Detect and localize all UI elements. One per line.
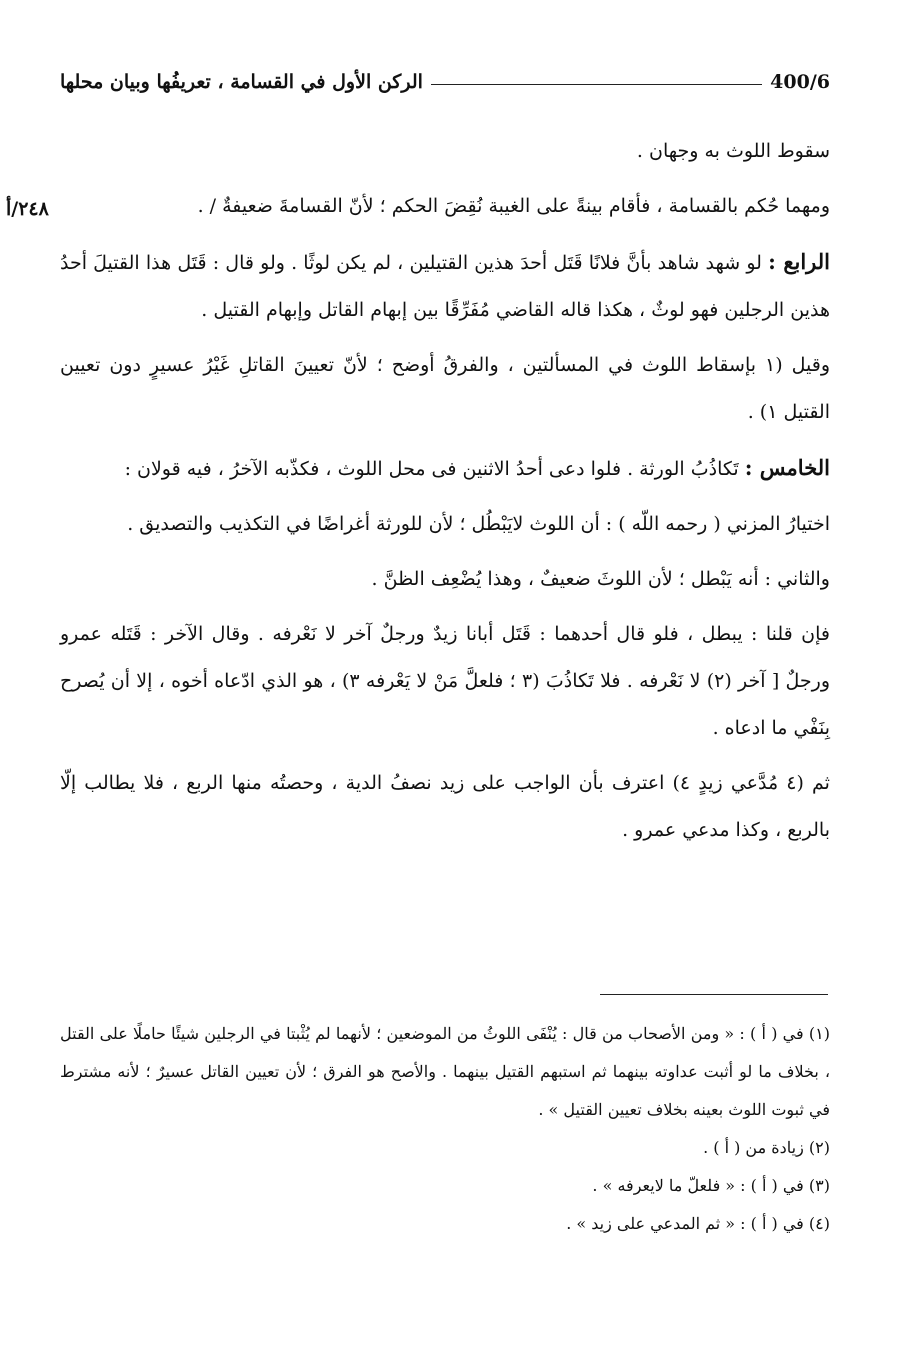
paragraph-2: ومهما حُكم بالقسامة ، فأقام بينةً على الغيبة نُقِضَ الحكم ؛ لأنّ القسامةَ ضعيفةٌ / . xyxy=(197,195,830,217)
paragraph-1: سقوط اللوث به وجهان . xyxy=(636,140,830,162)
paragraph-8: فإن قلنا : يبطل ، فلو قال أحدهما : قَتَل أبانا زيدٌ ورجلٌ آخر لا نَعْرفه . وقال الآخر : قَتَله عمرو ورجلٌ [ آخر (٢) لا نَعْرفه . فلا تَكاذُبَ (٣ ؛ فلعلَّ مَنْ لا يَعْرفه ٣) ، هو الذي ادّعاه أخوه ، إلا أن يُصرح بِنَفْي ما ادعاه . xyxy=(60,623,831,739)
paragraph-5 xyxy=(60,444,830,493)
paragraph-3 xyxy=(60,238,830,334)
footnote-4: (٤) في ( أ ) : « ثم المدعي على زيد » . xyxy=(566,1214,830,1233)
main-text xyxy=(60,128,830,862)
paragraph-7: والثاني : أنه يَبْطل ؛ لأن اللوثَ ضعيفٌ ، وهذا يُضْعِف الظنَّ . xyxy=(371,568,830,590)
footnote-3: (٣) في ( أ ) : « فلعلّ ما لايعرفه » . xyxy=(592,1176,830,1195)
header-rule xyxy=(431,84,762,85)
footnote-1: (١) في ( أ ) : « ومن الأصحاب من قال : يُنْفَى اللوثُ من الموضعين ؛ لأنهما لم يُثْبتا في الرجلين شيئًا حاملًا على القتل ، بخلاف ما لو أثبت عداوته بينهما ثم استبهم القتيل بينهما . والأصح هو الفرق ؛ لأن تعيين القاتل عسيرٌ ؛ لأنه مشترط في ثبوت اللوث بعينه بخلاف تعيين القتيل » . xyxy=(60,1024,830,1119)
paragraph-5-text: تَكاذُبُ الورثة . فلوا دعى أحدُ الاثنين فى محل اللوث ، فكذّبه الآخرُ ، فيه قولان : xyxy=(124,458,745,480)
paragraph-4: وقيل (١ بإسقاط اللوث في المسألتين ، والفرقُ أوضح ؛ لأنّ تعيينَ القاتلِ غَيْرُ عسيرٍ دون تعيين القتيل ١) . xyxy=(60,354,830,423)
page-number: 400/6 xyxy=(770,71,830,93)
paragraph-6: اختيارُ المزني ( رحمه اللّه ) : أن اللوث لايَبْطُل ؛ لأن للورثة أغراضًا في التكذيب والتصديق . xyxy=(127,513,830,535)
footnotes xyxy=(60,1015,830,1243)
margin-folio-note: ٢٤٨/أ xyxy=(6,198,49,220)
footnote-2: (٢) زيادة من ( أ ) . xyxy=(703,1138,830,1157)
section-label-fourth: الرابع : xyxy=(768,249,830,274)
section-label-fifth: الخامس : xyxy=(744,455,830,480)
running-title: الركن الأول في القسامة ، تعريفُها وبيان محلها xyxy=(60,71,423,93)
page-header xyxy=(60,62,830,102)
footnote-separator xyxy=(600,994,828,995)
paragraph-9: ثم (٤ مُدَّعي زيدٍ ٤) اعترف بأن الواجب على زيد نصفُ الدية ، وحصتُه منها الربع ، فلا يطالب إلّا بالربع ، وكذا مدعي عمرو . xyxy=(60,772,830,841)
paragraph-3-text: لو شهد شاهد بأنَّ فلانًا قَتَل أحدَ هذين القتيلين ، لم يكن لوثًا . ولو قال : قَتَل هذا القتيلَ أحدُ هذين الرجلين فهو لوثٌ ، هكذا قاله القاضي مُفَرِّقًا بين إبهام القاتل وإبهام القتيل . xyxy=(60,252,830,321)
